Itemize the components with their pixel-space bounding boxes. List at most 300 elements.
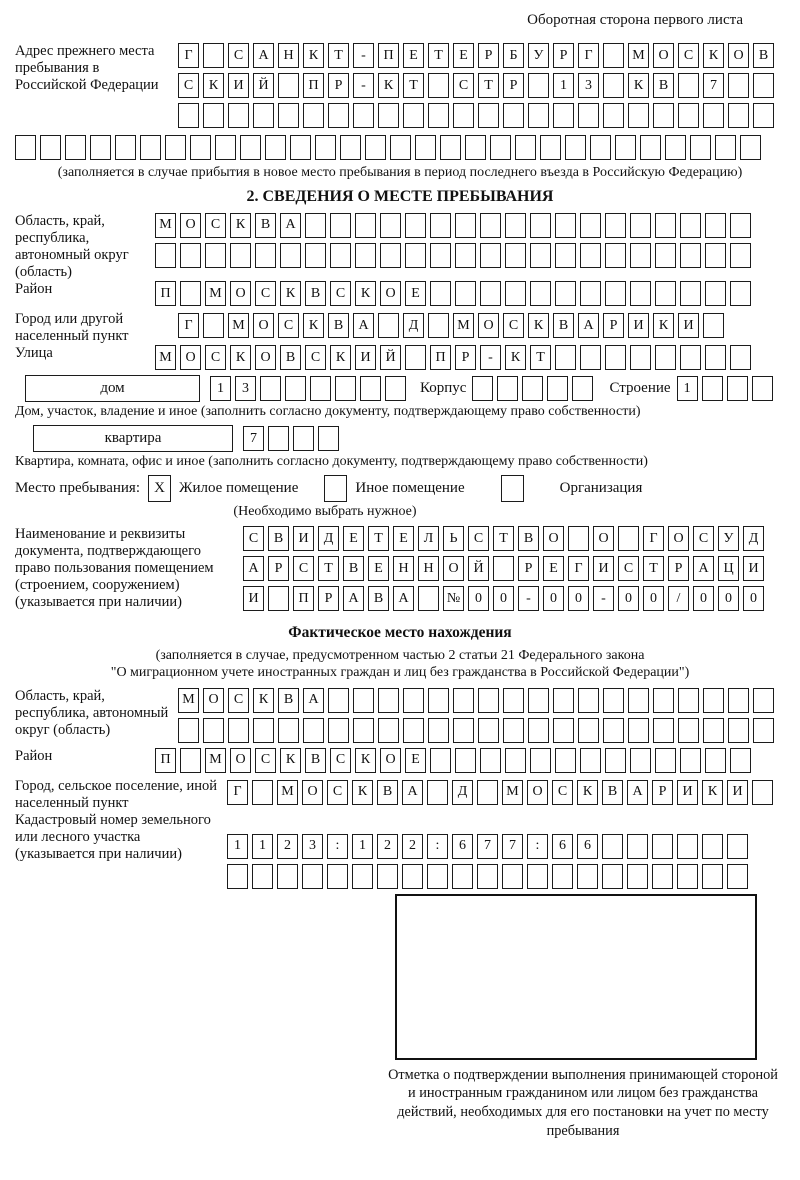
char-cell[interactable] — [428, 73, 449, 98]
char-cell[interactable]: А — [253, 43, 274, 68]
char-cell[interactable]: Г — [568, 556, 589, 581]
char-cell[interactable]: О — [302, 780, 323, 805]
char-cell[interactable] — [203, 103, 224, 128]
char-cell[interactable] — [228, 718, 249, 743]
char-cell[interactable] — [378, 718, 399, 743]
char-cell[interactable] — [630, 748, 651, 773]
char-cell[interactable] — [578, 103, 599, 128]
char-cell[interactable] — [480, 243, 501, 268]
char-cell[interactable]: О — [180, 345, 201, 370]
char-cell[interactable] — [653, 718, 674, 743]
char-cell[interactable]: В — [268, 526, 289, 551]
char-cell[interactable]: Р — [328, 73, 349, 98]
char-cell[interactable] — [528, 718, 549, 743]
char-cell[interactable]: 7 — [477, 834, 498, 859]
char-cell[interactable]: И — [743, 556, 764, 581]
char-cell[interactable]: П — [303, 73, 324, 98]
char-cell[interactable] — [455, 213, 476, 238]
char-cell[interactable] — [577, 864, 598, 889]
char-cell[interactable] — [255, 243, 276, 268]
char-cell[interactable]: В — [280, 345, 301, 370]
char-cell[interactable] — [280, 243, 301, 268]
char-cell[interactable]: Е — [368, 556, 389, 581]
char-cell[interactable]: Д — [452, 780, 473, 805]
char-cell[interactable]: А — [280, 213, 301, 238]
char-cell[interactable] — [580, 345, 601, 370]
char-cell[interactable]: М — [502, 780, 523, 805]
char-cell[interactable] — [428, 313, 449, 338]
char-cell[interactable]: О — [478, 313, 499, 338]
char-cell[interactable]: О — [668, 526, 689, 551]
char-cell[interactable] — [653, 103, 674, 128]
char-cell[interactable] — [627, 864, 648, 889]
char-cell[interactable] — [705, 243, 726, 268]
char-cell[interactable] — [702, 376, 723, 401]
char-cell[interactable] — [547, 376, 568, 401]
char-cell[interactable]: В — [602, 780, 623, 805]
char-cell[interactable]: М — [453, 313, 474, 338]
char-cell[interactable]: 2 — [277, 834, 298, 859]
char-cell[interactable]: И — [678, 313, 699, 338]
char-cell[interactable] — [580, 213, 601, 238]
char-cell[interactable] — [602, 834, 623, 859]
char-cell[interactable]: И — [293, 526, 314, 551]
char-cell[interactable]: В — [653, 73, 674, 98]
char-cell[interactable]: С — [205, 213, 226, 238]
char-cell[interactable] — [605, 213, 626, 238]
char-cell[interactable]: С — [293, 556, 314, 581]
char-cell[interactable] — [302, 864, 323, 889]
char-cell[interactable] — [478, 103, 499, 128]
char-cell[interactable]: Р — [652, 780, 673, 805]
char-cell[interactable] — [605, 748, 626, 773]
char-cell[interactable]: 0 — [718, 586, 739, 611]
char-cell[interactable] — [590, 135, 611, 160]
char-cell[interactable]: Н — [418, 556, 439, 581]
char-cell[interactable]: В — [518, 526, 539, 551]
char-cell[interactable] — [753, 688, 774, 713]
char-cell[interactable]: Ц — [718, 556, 739, 581]
char-cell[interactable] — [327, 864, 348, 889]
char-cell[interactable]: 0 — [618, 586, 639, 611]
char-cell[interactable] — [165, 135, 186, 160]
char-cell[interactable] — [480, 213, 501, 238]
inoe-checkbox[interactable] — [324, 475, 347, 502]
char-cell[interactable] — [227, 864, 248, 889]
char-cell[interactable] — [505, 281, 526, 306]
char-cell[interactable] — [678, 718, 699, 743]
char-cell[interactable] — [665, 135, 686, 160]
char-cell[interactable]: С — [678, 43, 699, 68]
char-cell[interactable]: У — [718, 526, 739, 551]
char-cell[interactable]: М — [205, 748, 226, 773]
char-cell[interactable] — [335, 376, 356, 401]
char-cell[interactable] — [360, 376, 381, 401]
char-cell[interactable] — [727, 376, 748, 401]
char-cell[interactable] — [90, 135, 111, 160]
char-cell[interactable]: 6 — [452, 834, 473, 859]
char-cell[interactable]: Й — [253, 73, 274, 98]
char-cell[interactable]: - — [480, 345, 501, 370]
char-cell[interactable] — [472, 376, 493, 401]
char-cell[interactable] — [677, 834, 698, 859]
char-cell[interactable] — [655, 281, 676, 306]
char-cell[interactable]: А — [693, 556, 714, 581]
char-cell[interactable]: Т — [643, 556, 664, 581]
char-cell[interactable] — [278, 73, 299, 98]
char-cell[interactable] — [330, 243, 351, 268]
char-cell[interactable] — [705, 213, 726, 238]
char-cell[interactable]: К — [330, 345, 351, 370]
char-cell[interactable]: О — [527, 780, 548, 805]
char-cell[interactable]: А — [243, 556, 264, 581]
char-cell[interactable] — [178, 103, 199, 128]
char-cell[interactable] — [390, 135, 411, 160]
char-cell[interactable] — [603, 73, 624, 98]
char-cell[interactable] — [355, 243, 376, 268]
char-cell[interactable] — [552, 864, 573, 889]
char-cell[interactable] — [40, 135, 61, 160]
char-cell[interactable] — [478, 688, 499, 713]
char-cell[interactable] — [180, 748, 201, 773]
char-cell[interactable] — [253, 103, 274, 128]
char-cell[interactable]: 1 — [677, 376, 698, 401]
char-cell[interactable] — [740, 135, 761, 160]
char-cell[interactable] — [277, 864, 298, 889]
char-cell[interactable] — [678, 688, 699, 713]
char-cell[interactable] — [428, 688, 449, 713]
char-cell[interactable] — [678, 73, 699, 98]
char-cell[interactable]: С — [330, 281, 351, 306]
char-cell[interactable]: Д — [743, 526, 764, 551]
char-cell[interactable]: 3 — [578, 73, 599, 98]
char-cell[interactable]: О — [728, 43, 749, 68]
char-cell[interactable] — [752, 376, 773, 401]
char-cell[interactable]: С — [330, 748, 351, 773]
char-cell[interactable]: Р — [478, 43, 499, 68]
char-cell[interactable] — [205, 243, 226, 268]
char-cell[interactable]: П — [155, 281, 176, 306]
char-cell[interactable]: И — [593, 556, 614, 581]
char-cell[interactable] — [627, 834, 648, 859]
char-cell[interactable]: 3 — [302, 834, 323, 859]
char-cell[interactable]: С — [693, 526, 714, 551]
char-cell[interactable] — [578, 718, 599, 743]
char-cell[interactable]: А — [393, 586, 414, 611]
char-cell[interactable]: Т — [478, 73, 499, 98]
char-cell[interactable] — [240, 135, 261, 160]
char-cell[interactable] — [303, 718, 324, 743]
char-cell[interactable] — [630, 213, 651, 238]
char-cell[interactable] — [680, 345, 701, 370]
char-cell[interactable] — [303, 103, 324, 128]
char-cell[interactable] — [305, 213, 326, 238]
char-cell[interactable] — [15, 135, 36, 160]
char-cell[interactable] — [430, 213, 451, 238]
char-cell[interactable]: Д — [403, 313, 424, 338]
char-cell[interactable] — [753, 103, 774, 128]
char-cell[interactable]: С — [178, 73, 199, 98]
char-cell[interactable] — [727, 834, 748, 859]
char-cell[interactable] — [65, 135, 86, 160]
char-cell[interactable]: Т — [318, 556, 339, 581]
char-cell[interactable] — [555, 748, 576, 773]
char-cell[interactable] — [603, 718, 624, 743]
char-cell[interactable]: 0 — [693, 586, 714, 611]
char-cell[interactable] — [572, 376, 593, 401]
char-cell[interactable]: Н — [278, 43, 299, 68]
char-cell[interactable]: С — [453, 73, 474, 98]
char-cell[interactable]: С — [327, 780, 348, 805]
char-cell[interactable] — [553, 718, 574, 743]
char-cell[interactable]: Е — [405, 281, 426, 306]
char-cell[interactable]: 7 — [243, 426, 264, 451]
char-cell[interactable] — [655, 243, 676, 268]
char-cell[interactable]: А — [353, 313, 374, 338]
char-cell[interactable] — [728, 73, 749, 98]
char-cell[interactable]: К — [352, 780, 373, 805]
char-cell[interactable]: : — [327, 834, 348, 859]
char-cell[interactable]: К — [355, 281, 376, 306]
char-cell[interactable]: Р — [455, 345, 476, 370]
char-cell[interactable] — [630, 345, 651, 370]
char-cell[interactable] — [630, 281, 651, 306]
char-cell[interactable]: Р — [668, 556, 689, 581]
char-cell[interactable]: С — [618, 556, 639, 581]
char-cell[interactable] — [453, 103, 474, 128]
char-cell[interactable] — [702, 864, 723, 889]
char-cell[interactable]: С — [255, 748, 276, 773]
char-cell[interactable]: С — [552, 780, 573, 805]
char-cell[interactable]: Р — [553, 43, 574, 68]
char-cell[interactable] — [385, 376, 406, 401]
char-cell[interactable] — [402, 864, 423, 889]
char-cell[interactable]: О — [230, 281, 251, 306]
char-cell[interactable] — [353, 688, 374, 713]
char-cell[interactable] — [305, 243, 326, 268]
char-cell[interactable]: Н — [393, 556, 414, 581]
char-cell[interactable] — [203, 718, 224, 743]
char-cell[interactable]: К — [505, 345, 526, 370]
char-cell[interactable] — [203, 313, 224, 338]
char-cell[interactable]: В — [377, 780, 398, 805]
char-cell[interactable] — [328, 103, 349, 128]
kvartira-box[interactable]: квартира — [33, 425, 233, 452]
char-cell[interactable] — [453, 718, 474, 743]
char-cell[interactable] — [702, 834, 723, 859]
char-cell[interactable] — [378, 103, 399, 128]
char-cell[interactable]: К — [280, 748, 301, 773]
char-cell[interactable]: С — [278, 313, 299, 338]
char-cell[interactable] — [318, 426, 339, 451]
char-cell[interactable] — [578, 688, 599, 713]
char-cell[interactable] — [355, 213, 376, 238]
char-cell[interactable] — [528, 73, 549, 98]
char-cell[interactable]: И — [243, 586, 264, 611]
char-cell[interactable] — [380, 213, 401, 238]
char-cell[interactable] — [505, 748, 526, 773]
char-cell[interactable] — [603, 103, 624, 128]
char-cell[interactable]: О — [253, 313, 274, 338]
char-cell[interactable]: В — [255, 213, 276, 238]
char-cell[interactable] — [503, 103, 524, 128]
char-cell[interactable]: П — [430, 345, 451, 370]
char-cell[interactable] — [652, 834, 673, 859]
char-cell[interactable] — [528, 103, 549, 128]
char-cell[interactable] — [530, 281, 551, 306]
char-cell[interactable] — [310, 376, 331, 401]
char-cell[interactable]: 0 — [743, 586, 764, 611]
char-cell[interactable] — [680, 281, 701, 306]
char-cell[interactable] — [340, 135, 361, 160]
char-cell[interactable]: Г — [643, 526, 664, 551]
char-cell[interactable]: 3 — [235, 376, 256, 401]
char-cell[interactable]: В — [753, 43, 774, 68]
char-cell[interactable]: О — [380, 748, 401, 773]
char-cell[interactable]: К — [303, 313, 324, 338]
char-cell[interactable]: Б — [503, 43, 524, 68]
char-cell[interactable]: И — [677, 780, 698, 805]
char-cell[interactable] — [703, 103, 724, 128]
char-cell[interactable]: В — [553, 313, 574, 338]
char-cell[interactable]: - — [518, 586, 539, 611]
char-cell[interactable]: А — [627, 780, 648, 805]
char-cell[interactable] — [115, 135, 136, 160]
char-cell[interactable]: О — [380, 281, 401, 306]
char-cell[interactable]: С — [205, 345, 226, 370]
char-cell[interactable] — [618, 526, 639, 551]
char-cell[interactable]: К — [253, 688, 274, 713]
char-cell[interactable] — [503, 688, 524, 713]
char-cell[interactable]: Е — [393, 526, 414, 551]
char-cell[interactable]: Р — [603, 313, 624, 338]
char-cell[interactable] — [178, 718, 199, 743]
char-cell[interactable] — [430, 243, 451, 268]
char-cell[interactable]: М — [277, 780, 298, 805]
char-cell[interactable] — [630, 243, 651, 268]
char-cell[interactable]: В — [278, 688, 299, 713]
char-cell[interactable] — [365, 135, 386, 160]
char-cell[interactable] — [680, 243, 701, 268]
char-cell[interactable]: Ь — [443, 526, 464, 551]
char-cell[interactable] — [330, 213, 351, 238]
char-cell[interactable] — [602, 864, 623, 889]
char-cell[interactable] — [727, 864, 748, 889]
char-cell[interactable]: К — [703, 43, 724, 68]
char-cell[interactable] — [605, 345, 626, 370]
char-cell[interactable] — [328, 718, 349, 743]
char-cell[interactable]: 6 — [552, 834, 573, 859]
char-cell[interactable]: К — [355, 748, 376, 773]
char-cell[interactable] — [555, 213, 576, 238]
char-cell[interactable] — [530, 748, 551, 773]
char-cell[interactable]: : — [427, 834, 448, 859]
char-cell[interactable] — [503, 718, 524, 743]
char-cell[interactable] — [403, 688, 424, 713]
char-cell[interactable]: Г — [227, 780, 248, 805]
char-cell[interactable] — [493, 556, 514, 581]
char-cell[interactable] — [490, 135, 511, 160]
char-cell[interactable] — [477, 864, 498, 889]
char-cell[interactable] — [555, 345, 576, 370]
char-cell[interactable] — [527, 864, 548, 889]
char-cell[interactable] — [628, 688, 649, 713]
char-cell[interactable]: Г — [178, 313, 199, 338]
char-cell[interactable]: 1 — [352, 834, 373, 859]
char-cell[interactable] — [203, 43, 224, 68]
char-cell[interactable]: М — [228, 313, 249, 338]
char-cell[interactable]: А — [343, 586, 364, 611]
char-cell[interactable] — [730, 748, 751, 773]
char-cell[interactable]: И — [228, 73, 249, 98]
char-cell[interactable] — [528, 688, 549, 713]
char-cell[interactable]: К — [280, 281, 301, 306]
char-cell[interactable]: К — [303, 43, 324, 68]
char-cell[interactable] — [427, 864, 448, 889]
char-cell[interactable] — [580, 281, 601, 306]
char-cell[interactable] — [403, 718, 424, 743]
char-cell[interactable]: Е — [453, 43, 474, 68]
char-cell[interactable] — [428, 103, 449, 128]
char-cell[interactable] — [703, 313, 724, 338]
char-cell[interactable]: И — [355, 345, 376, 370]
char-cell[interactable] — [253, 718, 274, 743]
char-cell[interactable] — [640, 135, 661, 160]
char-cell[interactable] — [553, 688, 574, 713]
char-cell[interactable] — [555, 243, 576, 268]
char-cell[interactable] — [278, 103, 299, 128]
char-cell[interactable] — [478, 718, 499, 743]
char-cell[interactable] — [728, 718, 749, 743]
char-cell[interactable]: Р — [518, 556, 539, 581]
char-cell[interactable] — [728, 688, 749, 713]
char-cell[interactable]: Т — [328, 43, 349, 68]
char-cell[interactable] — [430, 748, 451, 773]
char-cell[interactable]: С — [503, 313, 524, 338]
char-cell[interactable]: Т — [428, 43, 449, 68]
char-cell[interactable] — [705, 748, 726, 773]
char-cell[interactable] — [265, 135, 286, 160]
char-cell[interactable] — [428, 718, 449, 743]
char-cell[interactable]: П — [378, 43, 399, 68]
char-cell[interactable] — [290, 135, 311, 160]
char-cell[interactable] — [628, 718, 649, 743]
char-cell[interactable]: 1 — [227, 834, 248, 859]
char-cell[interactable]: 7 — [502, 834, 523, 859]
char-cell[interactable]: 2 — [402, 834, 423, 859]
char-cell[interactable] — [285, 376, 306, 401]
char-cell[interactable] — [278, 718, 299, 743]
char-cell[interactable]: - — [353, 43, 374, 68]
char-cell[interactable]: К — [653, 313, 674, 338]
char-cell[interactable]: К — [203, 73, 224, 98]
char-cell[interactable]: Е — [405, 748, 426, 773]
char-cell[interactable] — [353, 718, 374, 743]
char-cell[interactable] — [655, 748, 676, 773]
char-cell[interactable]: А — [578, 313, 599, 338]
char-cell[interactable]: Й — [380, 345, 401, 370]
char-cell[interactable]: С — [468, 526, 489, 551]
char-cell[interactable]: 6 — [577, 834, 598, 859]
char-cell[interactable] — [260, 376, 281, 401]
char-cell[interactable]: В — [368, 586, 389, 611]
char-cell[interactable]: Р — [268, 556, 289, 581]
char-cell[interactable]: Г — [578, 43, 599, 68]
char-cell[interactable] — [680, 748, 701, 773]
char-cell[interactable] — [440, 135, 461, 160]
char-cell[interactable]: М — [178, 688, 199, 713]
char-cell[interactable]: К — [378, 73, 399, 98]
